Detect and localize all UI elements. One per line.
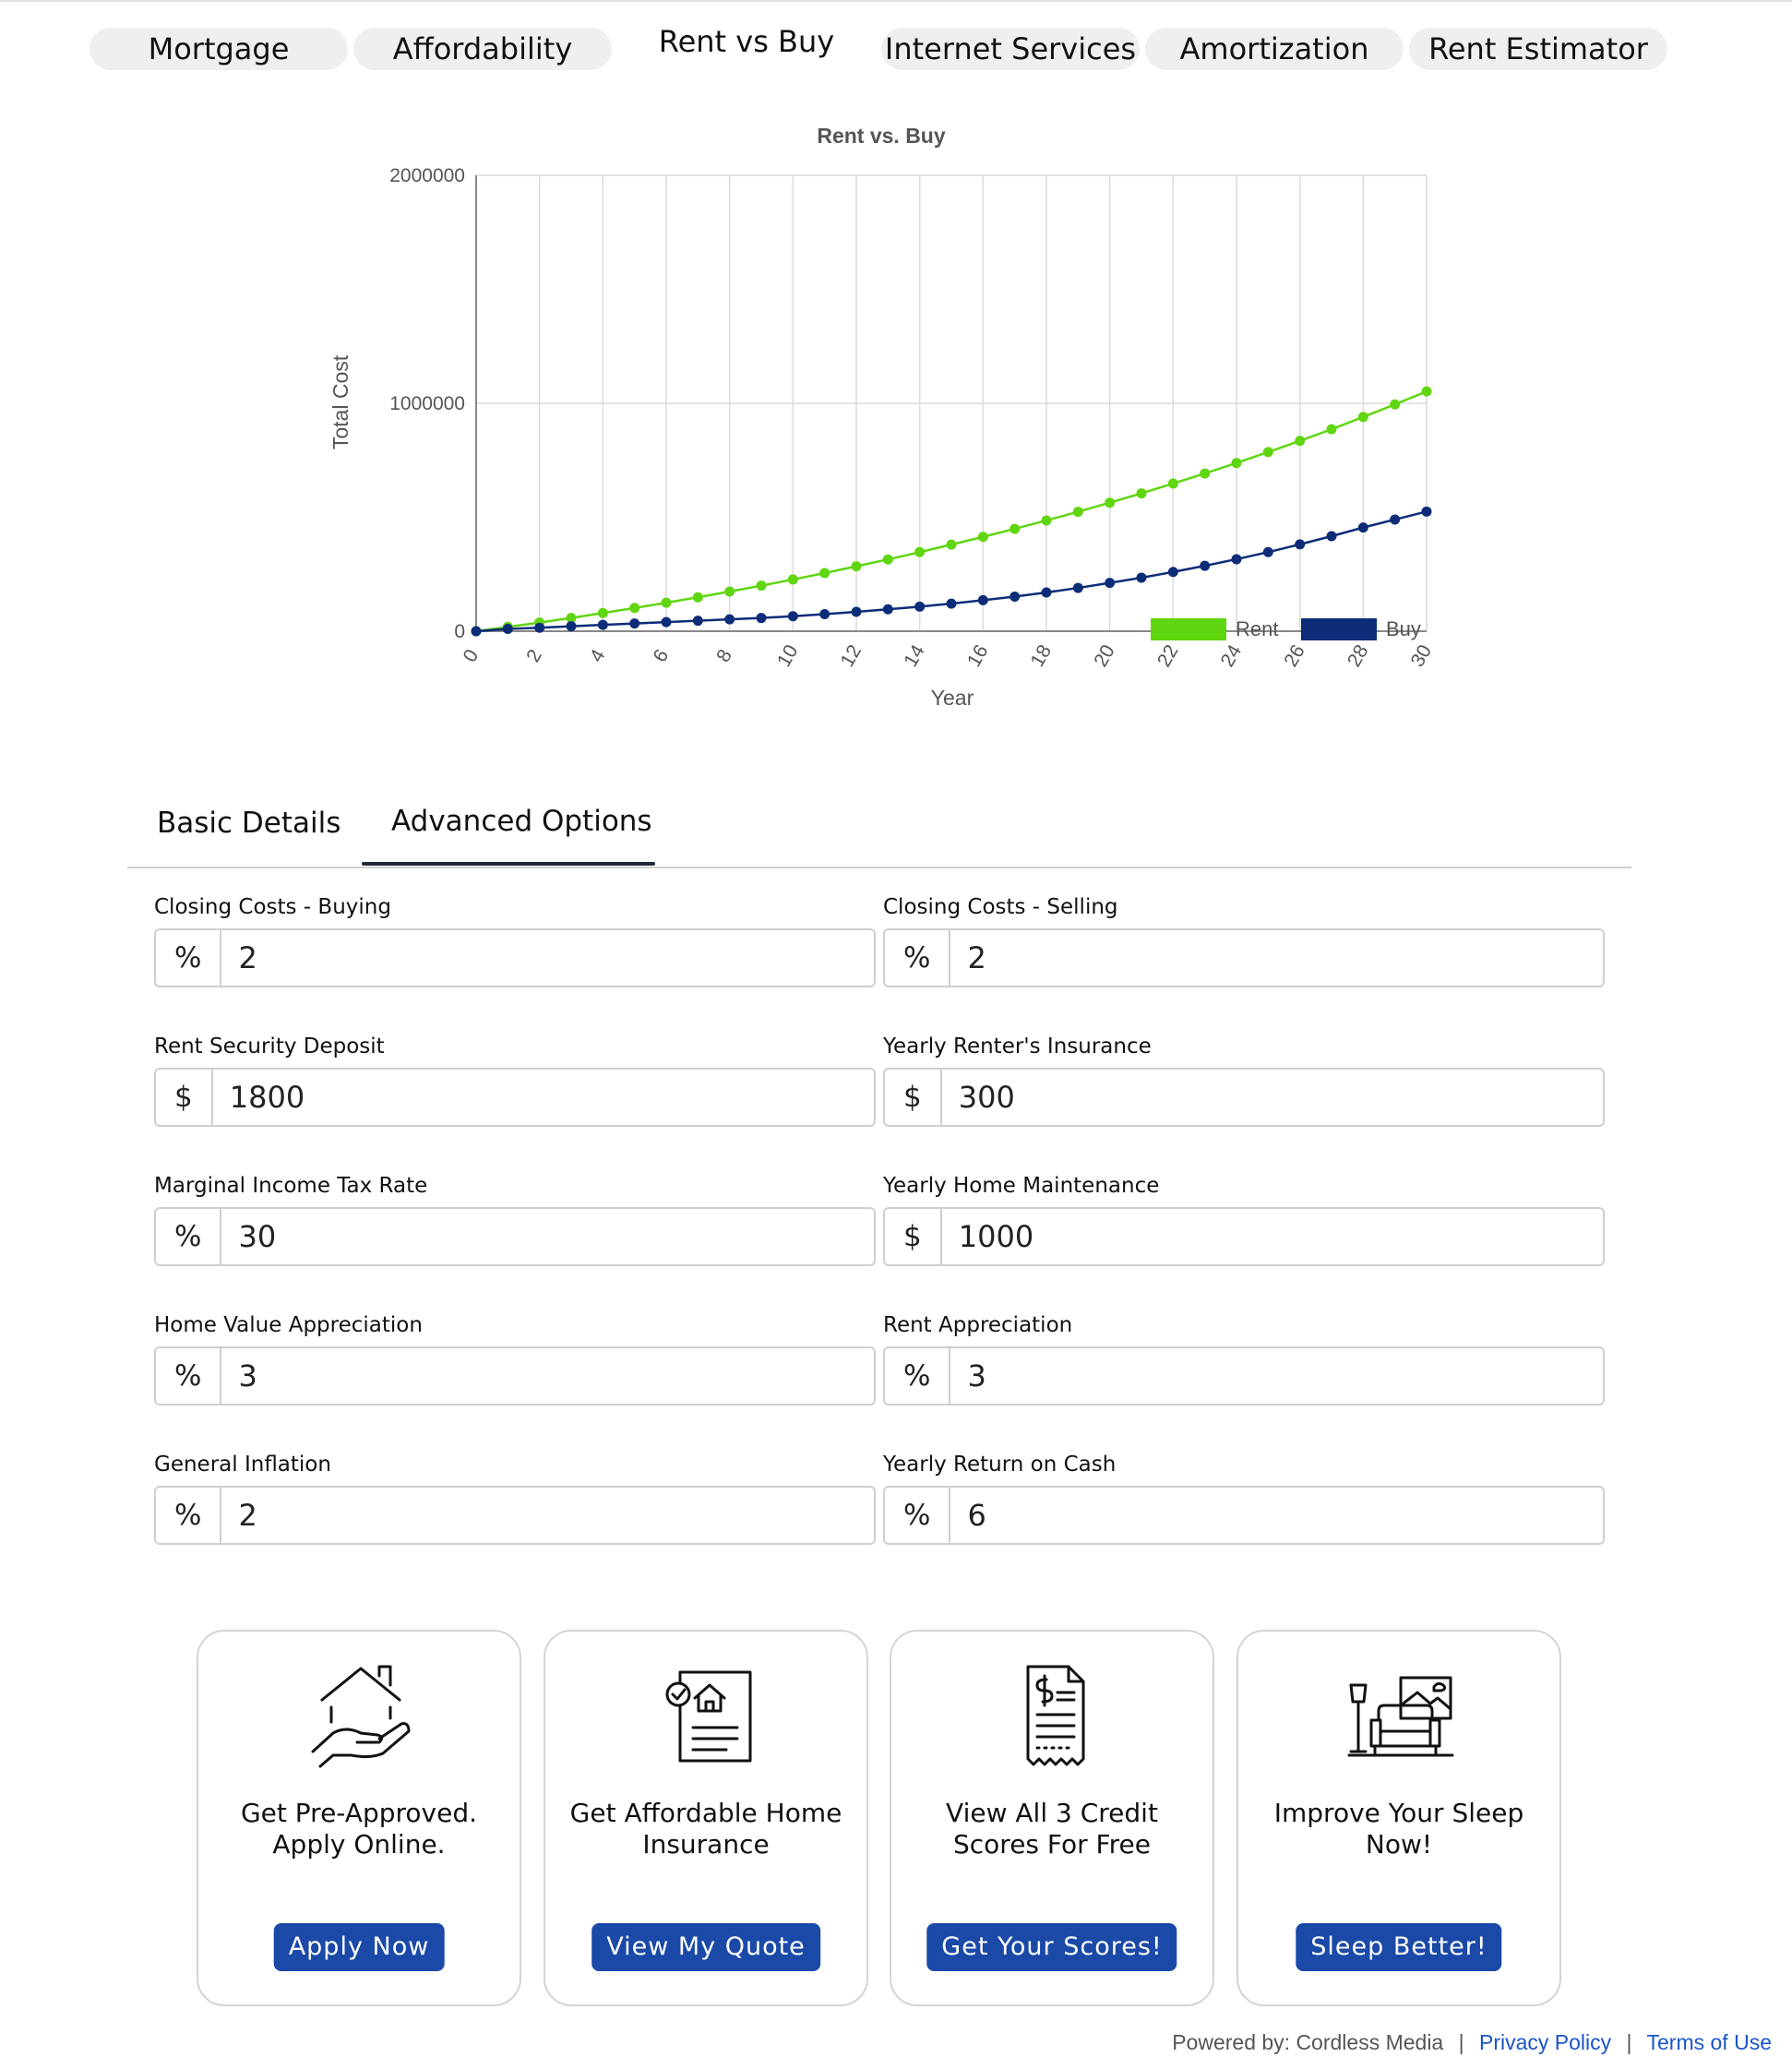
card-credit-scores: [890, 1630, 1214, 2006]
legend-label-buy: Buy: [1386, 617, 1421, 640]
card-sleep: [1236, 1630, 1561, 2006]
x-tick-label: 20: [1090, 640, 1119, 671]
legend-swatch-rent: [1151, 618, 1226, 640]
powered-by-text: Powered by: Cordless Media: [1172, 2030, 1444, 2054]
x-tick-label: 28: [1343, 640, 1373, 671]
field-box: [154, 928, 876, 987]
buy-data-point: [1168, 567, 1178, 577]
home-value-appreciation-input[interactable]: [221, 1348, 874, 1404]
yearly-home-maintenance-field: [883, 1172, 1605, 1266]
marginal-income-tax-rate-input[interactable]: [221, 1209, 874, 1264]
rent-data-point: [1358, 412, 1368, 422]
rent-data-point: [914, 547, 925, 557]
buy-data-point: [1232, 554, 1242, 564]
card-pre-approval: [197, 1630, 521, 2006]
x-tick-label: 0: [459, 645, 484, 666]
yearly-home-maintenance-input[interactable]: [942, 1209, 1603, 1264]
buy-data-point: [567, 621, 577, 631]
rent-data-point: [852, 561, 862, 571]
x-tick-label: 4: [585, 645, 610, 666]
x-tick-label: 14: [900, 640, 929, 671]
field-label: Home Value Appreciation: [154, 1313, 423, 1337]
buy-data-point: [629, 618, 639, 628]
tab-internet-services[interactable]: Internet Services: [881, 28, 1140, 70]
field-box: [154, 1486, 876, 1545]
rent-data-point: [1422, 387, 1432, 397]
percent-prefix: %: [156, 930, 221, 986]
buy-data-point: [1042, 588, 1052, 598]
x-tick-label: 24: [1216, 640, 1247, 671]
buy-data-point: [1073, 583, 1083, 593]
rent-vs-buy-chart: [305, 120, 1476, 766]
x-tick-label: 16: [962, 640, 993, 671]
closing-costs-buying-input[interactable]: [221, 930, 874, 986]
y-axis-label: Total Cost: [329, 354, 352, 450]
field-box: [883, 1346, 1605, 1405]
percent-prefix: %: [885, 930, 950, 986]
rent-series-line: [476, 391, 1427, 631]
calculator-nav: [90, 24, 1669, 70]
percent-prefix: %: [885, 1348, 950, 1404]
buy-data-point: [1200, 561, 1210, 571]
field-label: General Inflation: [154, 1453, 331, 1477]
rent-data-point: [1327, 425, 1337, 435]
house-in-hand-icon: [305, 1659, 416, 1770]
field-label: Closing Costs - Buying: [154, 895, 391, 919]
general-inflation-input[interactable]: [221, 1488, 874, 1543]
rent-data-point: [819, 568, 830, 579]
top-divider: [0, 0, 1792, 2]
y-tick-label: 1000000: [389, 393, 465, 414]
buy-data-point: [1422, 507, 1432, 517]
rent-data-point: [1263, 447, 1273, 457]
rent-data-point: [1137, 488, 1147, 498]
field-box: [883, 1068, 1605, 1127]
buy-data-point: [472, 627, 482, 637]
buy-data-point: [819, 609, 830, 619]
buy-data-point: [1263, 547, 1273, 557]
tab-amortization[interactable]: Amortization: [1145, 28, 1404, 70]
x-tick-label: 6: [649, 645, 674, 666]
legend-label-rent: Rent: [1236, 617, 1279, 640]
field-box: [883, 928, 1605, 987]
general-inflation-field: [154, 1451, 876, 1545]
home-insurance-document-icon: [652, 1659, 763, 1770]
yearly-return-on-cash-input[interactable]: [950, 1488, 1603, 1543]
closing-costs-selling-input[interactable]: [950, 930, 1603, 986]
buy-data-point: [978, 595, 988, 605]
footer-separator: |: [1626, 2030, 1632, 2054]
tab-affordability[interactable]: Affordability: [353, 28, 612, 70]
buy-data-point: [598, 620, 608, 630]
buy-data-point: [1390, 514, 1400, 524]
field-box: [154, 1068, 876, 1127]
rent-security-deposit-input[interactable]: [213, 1070, 874, 1125]
field-label: Closing Costs - Selling: [883, 895, 1118, 919]
tab-mortgage[interactable]: Mortgage: [90, 28, 348, 70]
percent-prefix: %: [156, 1348, 221, 1404]
rent-appreciation-field: [883, 1311, 1605, 1405]
buy-data-point: [534, 623, 544, 633]
rent-data-point: [883, 555, 893, 565]
closing-costs-selling-field: [883, 893, 1605, 987]
x-tick-label: 22: [1153, 640, 1183, 671]
get-your-scores-button[interactable]: Get Your Scores!: [926, 1923, 1177, 1971]
field-label: Rent Appreciation: [883, 1313, 1073, 1337]
bedroom-sofa-lamp-icon: [1345, 1659, 1456, 1770]
buy-data-point: [883, 604, 893, 615]
buy-data-point: [1327, 532, 1337, 542]
footer: [1172, 2030, 1772, 2055]
rent-data-point: [629, 603, 639, 613]
terms-of-use-link[interactable]: Terms of Use: [1646, 2030, 1772, 2054]
buy-data-point: [503, 624, 513, 634]
rent-data-point: [757, 580, 767, 591]
dollar-prefix: $: [885, 1209, 942, 1264]
field-box: [883, 1207, 1605, 1266]
active-tab-indicator: [362, 862, 655, 866]
chart-title: Rent vs. Buy: [817, 124, 946, 148]
buy-data-point: [788, 611, 798, 621]
card-home-insurance: [544, 1630, 868, 2006]
chart-series: [472, 387, 1432, 637]
x-tick-label: 2: [522, 645, 546, 666]
field-label: Yearly Return on Cash: [883, 1453, 1117, 1477]
x-tick-label: 30: [1406, 640, 1437, 671]
sleep-better-button[interactable]: Sleep Better!: [1296, 1923, 1501, 1971]
tab-advanced-options[interactable]: Advanced Options: [391, 805, 652, 838]
x-tick-label: 8: [712, 645, 736, 666]
rent-data-point: [1073, 507, 1083, 517]
rent-data-point: [1390, 400, 1400, 410]
buy-data-point: [914, 602, 925, 612]
yearly-return-on-cash-field: [883, 1451, 1605, 1545]
marginal-income-tax-rate-field: [154, 1172, 876, 1266]
field-box: [154, 1207, 876, 1266]
x-tick-label: 12: [836, 640, 866, 671]
rent-data-point: [598, 608, 608, 618]
buy-data-point: [757, 613, 767, 623]
footer-separator: |: [1458, 2030, 1464, 2054]
dollar-prefix: $: [885, 1070, 942, 1125]
card-text: Get Pre-Approved. Apply Online.: [240, 1798, 477, 1860]
field-box: [883, 1486, 1605, 1545]
tab-rent-vs-buy[interactable]: Rent vs Buy: [658, 24, 835, 59]
buy-data-point: [1009, 592, 1020, 602]
rent-data-point: [693, 592, 703, 603]
x-tick-label: 26: [1280, 640, 1309, 671]
dollar-prefix: $: [156, 1070, 213, 1125]
rent-data-point: [662, 598, 672, 608]
rent-data-point: [978, 532, 988, 542]
buy-data-point: [1295, 539, 1305, 549]
chart-grid: [476, 175, 1427, 631]
x-tick-label: 10: [772, 640, 803, 671]
rent-data-point: [1232, 458, 1242, 468]
card-text: Improve Your Sleep Now!: [1273, 1798, 1524, 1860]
closing-costs-buying-field: [154, 893, 876, 987]
card-text: Get Affordable Home Insurance: [569, 1798, 842, 1860]
rent-data-point: [1009, 524, 1020, 534]
rent-data-point: [947, 540, 957, 550]
field-label: Yearly Renter's Insurance: [883, 1034, 1152, 1058]
buy-data-point: [724, 615, 735, 625]
rent-data-point: [1105, 497, 1115, 508]
x-tick-label: 18: [1026, 640, 1057, 671]
rent-data-point: [788, 574, 798, 584]
rent-data-point: [1295, 436, 1305, 446]
percent-prefix: %: [885, 1488, 950, 1543]
credit-report-receipt-icon: [998, 1659, 1109, 1770]
yearly-renters-insurance-input[interactable]: [942, 1070, 1603, 1125]
x-axis-label: Year: [930, 686, 974, 710]
y-tick-label: 2000000: [389, 165, 465, 186]
tab-basic-details[interactable]: Basic Details: [157, 807, 341, 840]
buy-data-point: [662, 617, 672, 628]
tabs-divider: [127, 867, 1631, 868]
rent-data-point: [1168, 478, 1178, 488]
buy-data-point: [1358, 522, 1368, 532]
rent-data-point: [724, 587, 735, 597]
field-label: Marginal Income Tax Rate: [154, 1174, 428, 1198]
apply-now-button[interactable]: Apply Now: [274, 1923, 445, 1971]
field-label: Yearly Home Maintenance: [883, 1174, 1160, 1198]
view-my-quote-button[interactable]: View My Quote: [591, 1923, 820, 1971]
chart-axes: [389, 165, 1436, 671]
percent-prefix: %: [156, 1488, 221, 1543]
yearly-renters-insurance-field: [883, 1033, 1605, 1127]
rent-security-deposit-field: [154, 1033, 876, 1127]
rent-data-point: [1200, 469, 1210, 479]
rent-appreciation-input[interactable]: [950, 1348, 1603, 1404]
buy-data-point: [852, 607, 862, 617]
buy-data-point: [693, 616, 703, 626]
field-box: [154, 1346, 876, 1405]
home-value-appreciation-field: [154, 1311, 876, 1405]
buy-data-point: [947, 599, 957, 609]
chart-legend: [1151, 617, 1421, 640]
options-tabs: [127, 794, 1631, 867]
percent-prefix: %: [156, 1209, 221, 1264]
tab-rent-estimator[interactable]: Rent Estimator: [1409, 28, 1667, 70]
legend-swatch-buy: [1301, 618, 1377, 640]
privacy-policy-link[interactable]: Privacy Policy: [1479, 2030, 1612, 2054]
buy-series-line: [476, 511, 1427, 631]
y-tick-label: 0: [454, 621, 465, 642]
rent-data-point: [1042, 515, 1052, 525]
buy-data-point: [1137, 572, 1147, 582]
field-label: Rent Security Deposit: [154, 1034, 385, 1058]
buy-data-point: [1105, 578, 1115, 588]
card-text: View All 3 Credit Scores For Free: [946, 1798, 1158, 1860]
